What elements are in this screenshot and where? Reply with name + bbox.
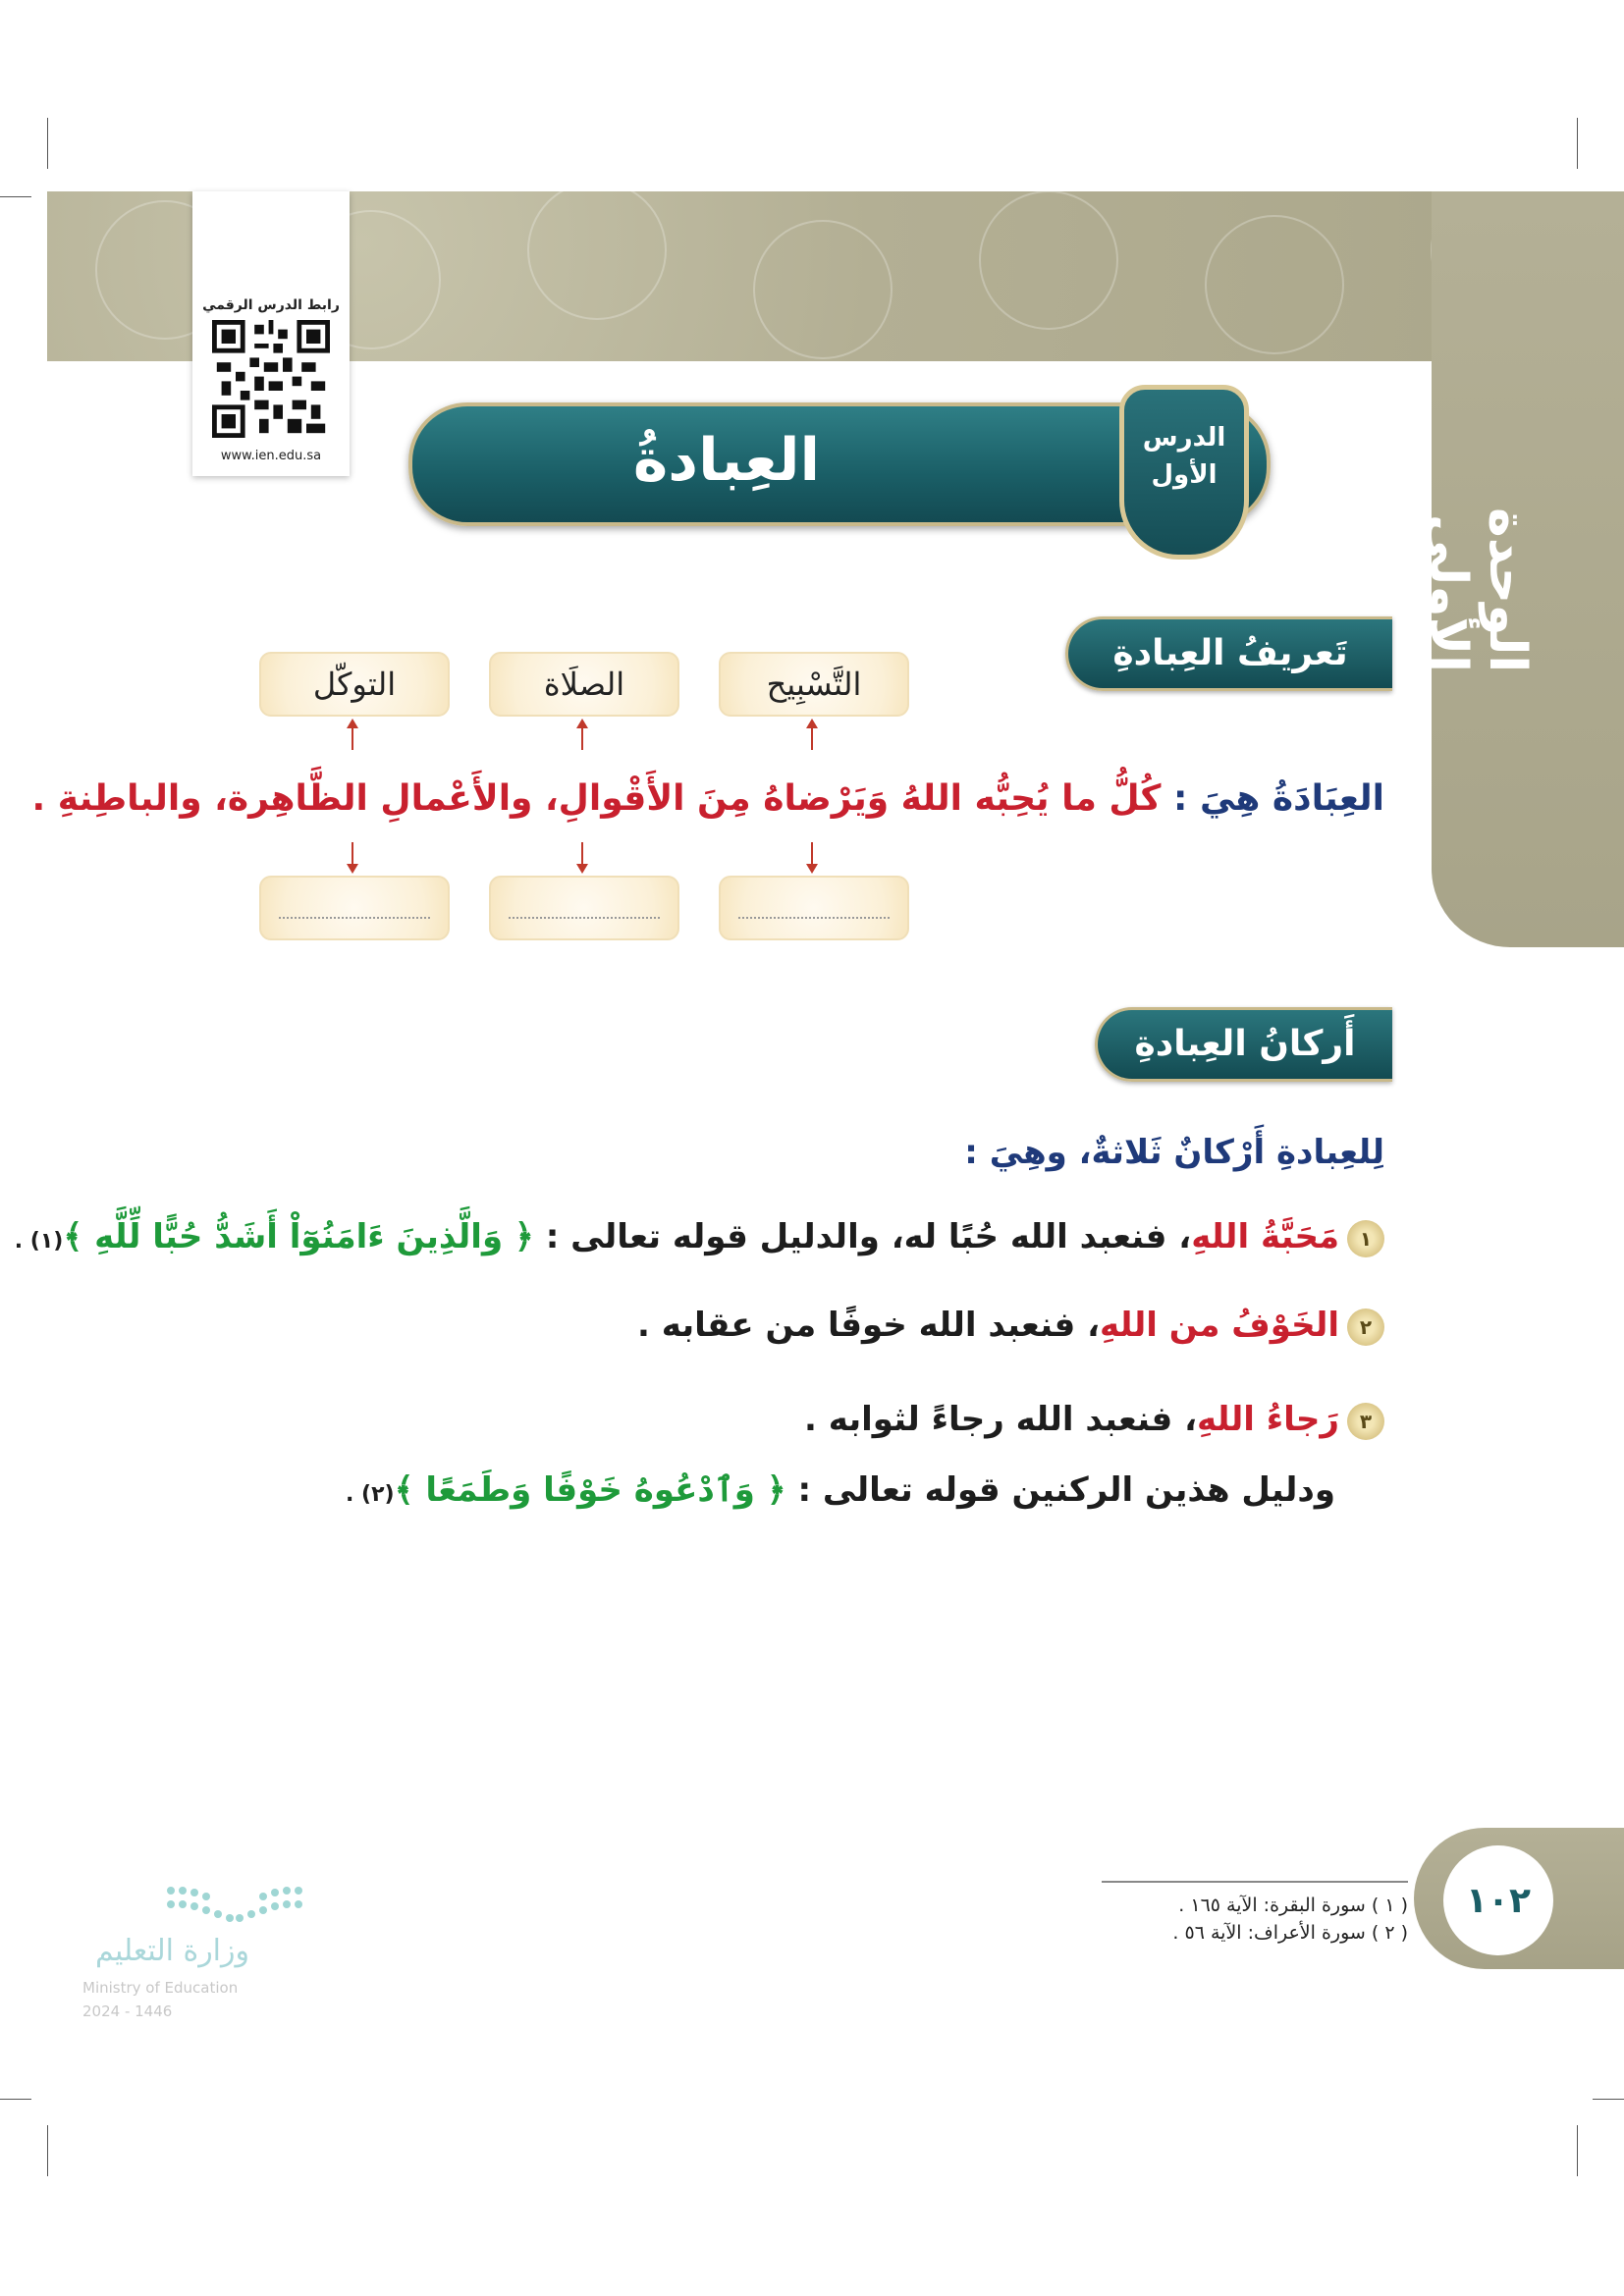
arrow-up-head <box>347 719 358 728</box>
number-badge: ٣ <box>1347 1403 1384 1440</box>
quran-verse: ﴿ وَالَّذِينَ ءَامَنُوٓاْ أَشَدُّ حُبًّا لِّلَّهِ ﴾ <box>63 1217 534 1256</box>
qr-url[interactable]: www.ien.edu.sa <box>220 449 322 463</box>
ministry-name-english: Ministry of Education <box>82 1979 239 1997</box>
arrow-up <box>581 726 583 750</box>
unit-label: الوحدة الأولى <box>1419 507 1537 672</box>
number-badge: ١ <box>1347 1220 1384 1257</box>
answer-box-3[interactable] <box>259 876 450 940</box>
arrow-down-head <box>347 864 358 874</box>
arrow-up-head <box>806 719 818 728</box>
pillar-item-1 <box>14 1207 1384 1271</box>
quran-verse: ﴿ وَٱدْعُوهُ خَوْفًا وَطَمَعًا ﴾ <box>394 1470 786 1510</box>
page-number: ١٠٢ <box>1466 1880 1531 1921</box>
pillar-text: ، فنعبد الله حُبًا له، والدليل قوله تعالى : <box>545 1217 1192 1256</box>
lesson-label-line1: الدرس <box>1142 423 1226 453</box>
lesson-badge <box>1119 385 1249 560</box>
ministry-name-arabic: وزارة التعليم <box>94 1934 249 1968</box>
definition-text: كُلُّ ما يُحِبُّه اللهُ وَيَرْضاهُ مِنَ الأَقْوالِ، والأَعْمالِ الظَّاهِرة، والباطِنةِ . <box>31 778 1162 819</box>
ministry-logo <box>82 1881 318 2057</box>
crop-mark <box>1593 2099 1624 2100</box>
pillars-intro: لِلعِبادةِ أَرْكانٌ ثَلاثةٌ، وهِيَ : <box>964 1133 1384 1172</box>
section-heading-definition: تَعريفُ العِبادةِ <box>1065 616 1392 691</box>
answer-box-1[interactable] <box>719 876 909 940</box>
pillar-text: ، فنعبد الله رجاءً لثوابه . <box>804 1400 1198 1439</box>
ministry-year: 2024 - 1446 <box>82 2002 173 2020</box>
section-heading-pillars: أَركانُ العِبادةِ <box>1095 1007 1392 1082</box>
arrow-down <box>811 842 813 866</box>
qr-caption: رابط الدرس الرقمي <box>202 297 340 313</box>
arrow-down-head <box>806 864 818 874</box>
pillar-term: رَجاءُ اللهِ <box>1197 1400 1339 1439</box>
lesson-title: العِبادةُ <box>632 426 821 495</box>
crop-mark <box>0 196 31 197</box>
number-badge: ٢ <box>1347 1308 1384 1346</box>
crop-mark <box>47 2125 48 2176</box>
arrow-down <box>581 842 583 866</box>
arrow-up <box>811 726 813 750</box>
footnote-divider <box>1102 1881 1408 1883</box>
arrow-up <box>352 726 353 750</box>
word-box-salah: الصلَاة <box>489 652 679 717</box>
page-number-circle <box>1443 1845 1553 1955</box>
qr-card[interactable] <box>192 191 350 476</box>
pillar-item-3 <box>687 1390 1384 1449</box>
evidence-text: ودليل هذين الركنين قوله تعالى : <box>797 1470 1335 1510</box>
crop-mark <box>1577 2125 1578 2176</box>
footnote-2: ( ٢ ) سورة الأعراف: الآية ٥٦ . <box>1172 1922 1408 1944</box>
crop-mark <box>0 2099 31 2100</box>
evidence-line <box>346 1461 1335 1524</box>
lesson-label-line2: الأول <box>1151 460 1218 490</box>
ministry-logo-icon <box>161 1881 308 1930</box>
answer-box-2[interactable] <box>489 876 679 940</box>
arrow-down-head <box>576 864 588 874</box>
pillar-term: الخَوْفُ من اللهِ <box>1100 1306 1339 1345</box>
crop-mark <box>1577 118 1578 169</box>
definition-line <box>31 770 1384 828</box>
footnote-1: ( ١ ) سورة البقرة: الآية ١٦٥ . <box>1178 1895 1408 1916</box>
word-box-tasbih: التَّسْبِيح <box>719 652 909 717</box>
definition-label: العِبَادَةُ هِيَ : <box>1173 778 1384 819</box>
arrow-down <box>352 842 353 866</box>
pillar-text: ، فنعبد الله خوفًا من عقابه . <box>637 1306 1101 1345</box>
qr-code-icon[interactable] <box>212 319 330 439</box>
pillar-item-2 <box>589 1296 1384 1355</box>
arrow-up-head <box>576 719 588 728</box>
word-box-tawakkul: التوكّل <box>259 652 450 717</box>
footnote-ref: (٢) . <box>346 1482 395 1507</box>
pillar-term: مَحَبَّةُ اللهِ <box>1191 1217 1339 1256</box>
crop-mark <box>47 118 48 169</box>
footnote-ref: (١) . <box>14 1229 64 1254</box>
